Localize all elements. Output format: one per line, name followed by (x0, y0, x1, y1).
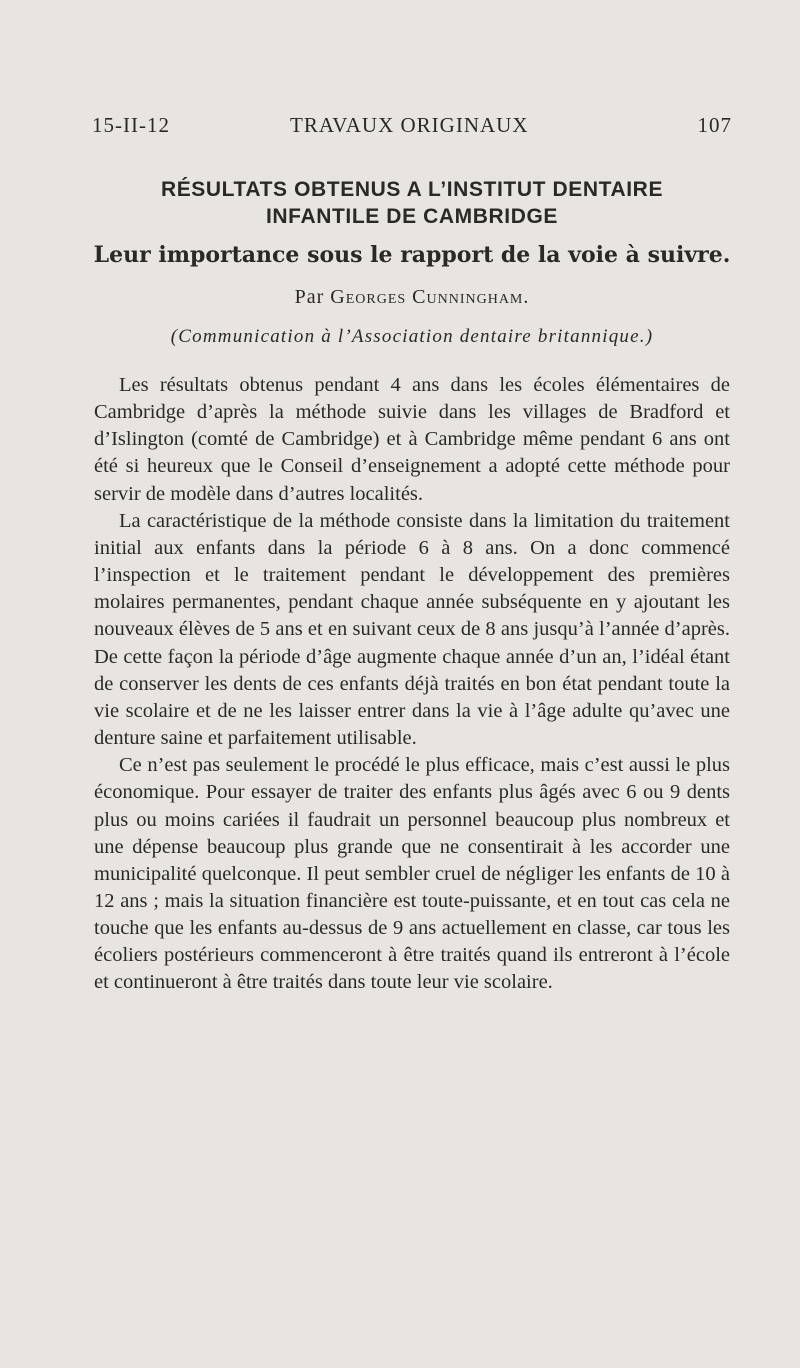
paragraph-3: Ce n’est pas seulement le procédé le plus efficace, mais c’est aussi le plus économique. Pour essayer de traiter des enfants plus âgés avec 6 ou 9 dents plus ou moins cariées il faudrait un personnel beaucoup plus nombreux et une dépense beaucoup plus grande que ne consentirait à les accorder une municipalité quelconque. Il peut sembler cruel de négliger les enfants de 10 à 12 ans ; mais la situation financière est toute-puissante, et en tout cas cela ne touche que les enfants au-dessus de 9 ans actuellement en classe, car tous les écoliers postérieurs commenceront à être traités quand ils entreront à l’école et continueront à être traités dans toute leur vie scolaire. (94, 754, 730, 994)
page-number: 107 (697, 113, 732, 137)
author-name: Georges Cunningham. (330, 286, 530, 308)
communication-note: (Communication à l’Association dentaire britannique.) (170, 326, 654, 347)
issue-date: 15-II-12 (92, 113, 170, 137)
section-title: TRAVAUX ORIGINAUX (290, 113, 529, 137)
paragraph-1: Les résultats obtenus pendant 4 ans dans les écoles élémentaires de Cambridge d’après la méthode suivie dans les villages de Bradford et d’Islington (comté de Cambridge) et à Cambridge même pendant 6 ans ont été si heureux que le Conseil d’enseignement a adopté cette méthode pour servir de modèle dans d’autres localités. (94, 374, 730, 505)
article-title-line-1: RÉSULTATS OBTENUS A L’INSTITUT DENTAIRE (160, 178, 664, 201)
article-subtitle: Leur importance sous le rapport de la voie à suivre. (93, 242, 731, 268)
running-head (92, 113, 732, 143)
author-prefix: Par (294, 286, 325, 308)
article-title-line-2: INFANTILE DE CAMBRIDGE (265, 205, 559, 228)
article-title (92, 176, 732, 230)
author-line (92, 283, 732, 311)
article-body (94, 372, 730, 997)
paragraph-2: La caractéristique de la méthode consiste dans la limitation du traitement initial aux enfants dans la période 6 à 8 ans. On a donc commencé l’inspection et le traitement pendant le développement des premières molaires permanentes, pendant chaque année subséquente en y ajoutant les nouveaux élèves de 5 ans et en suivant ceux de 8 ans jusqu’à l’année d’après. De cette façon la période d’âge augmente chaque année d’un an, l’idéal étant de conserver les dents de ces enfants déjà traités en bon état pendant toute la vie scolaire et de ne les laisser entrer dans la vie à l’âge adulte qu’avec une denture saine et parfaitement utilisable. (94, 509, 730, 750)
